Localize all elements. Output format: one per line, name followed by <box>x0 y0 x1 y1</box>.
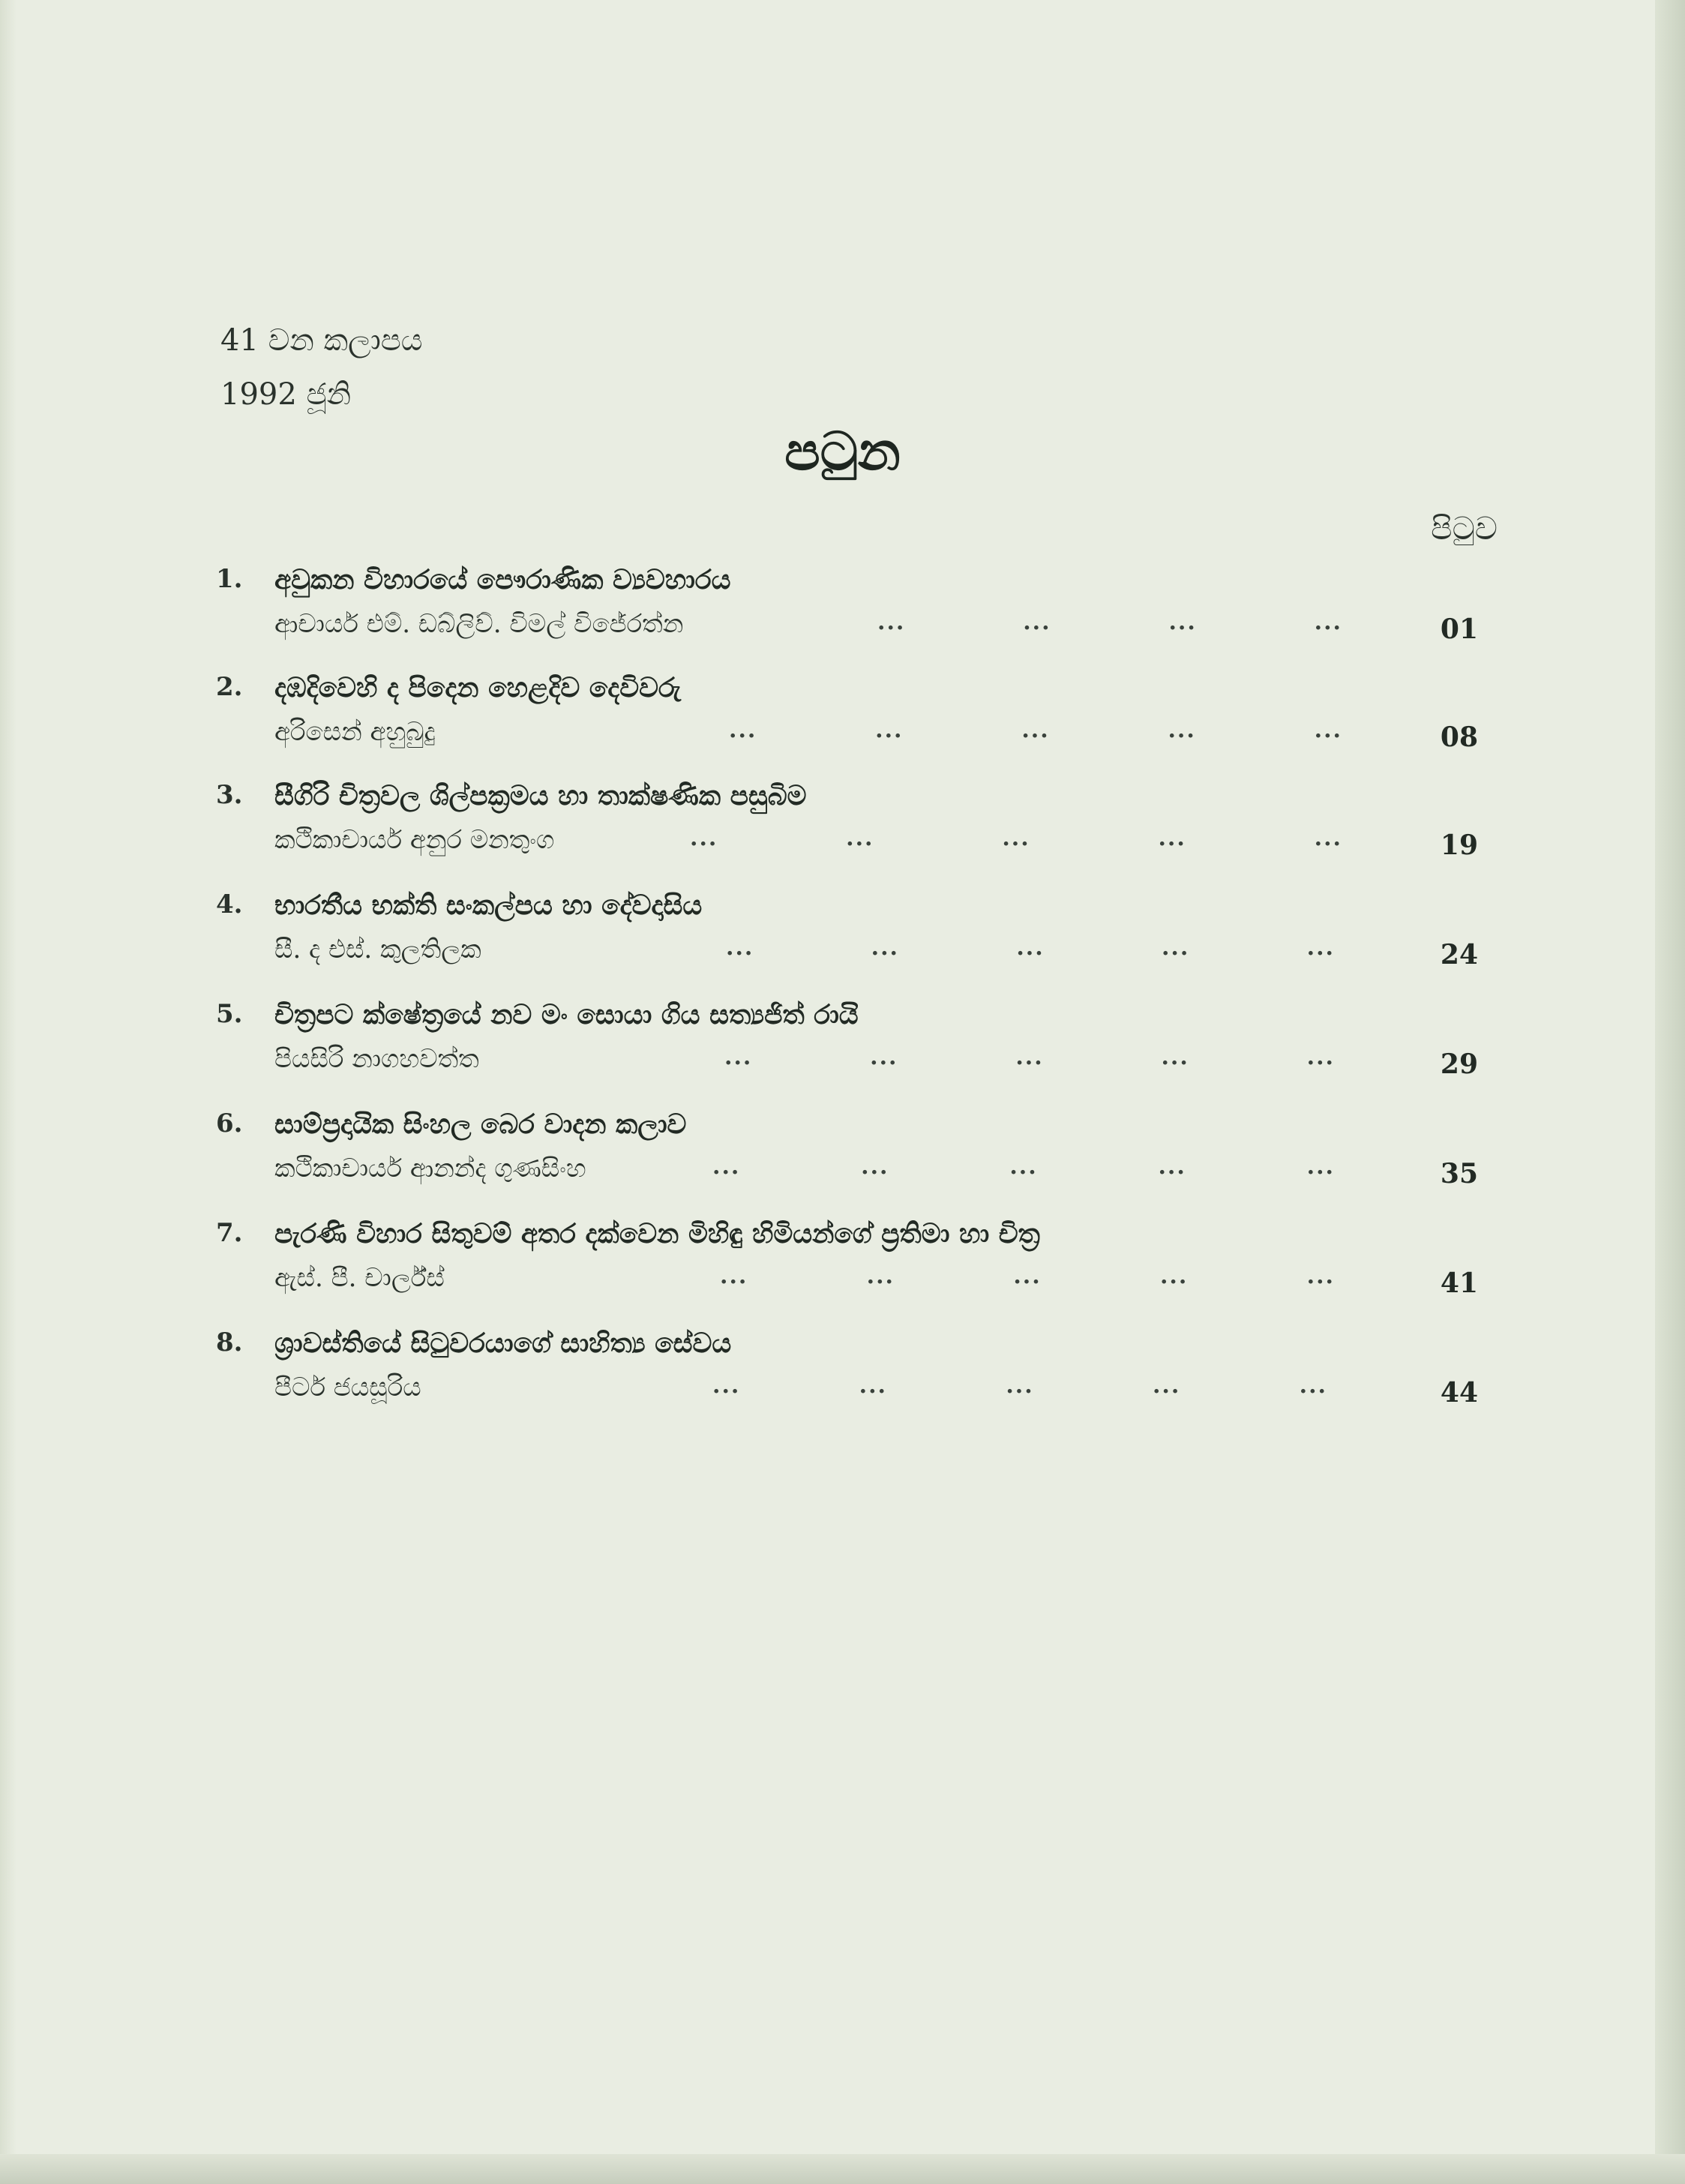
toc-entry <box>0 564 1685 669</box>
entry-page-number: 35 <box>1440 1158 1478 1190</box>
entry-author: පීටර් ජයසූරිය <box>274 1372 421 1402</box>
entry-title: අවුකන විහාරයේ පෞරාණික ව්‍යවහාරය <box>274 564 731 596</box>
entry-page-number: 08 <box>1440 722 1478 753</box>
entry-author: ඇස්. පී. චාර්ල්ස් <box>274 1263 445 1293</box>
entry-page-number: 44 <box>1440 1377 1478 1408</box>
toc-entry <box>0 1108 1685 1214</box>
entry-page-number: 29 <box>1440 1048 1478 1080</box>
entry-page-number: 24 <box>1440 939 1478 970</box>
entry-number: 5. <box>216 999 243 1029</box>
entry-title: චිත්‍රපට ක්ෂේත්‍රයේ නව මං සොයා ගිය සත්‍යජිත් රායි <box>274 999 859 1030</box>
entry-number: 3. <box>216 780 243 810</box>
page-column-header: පිටුව <box>1431 510 1498 547</box>
entry-number: 2. <box>216 672 243 702</box>
toc-entry <box>0 1328 1685 1432</box>
entry-title: සාම්ප්‍රදායික සිංහල බෙර වාදන කලාව <box>274 1108 687 1140</box>
entry-author: කථිකාචාර්ය ආනන්ද ගුණසිංහ <box>274 1154 586 1184</box>
entry-author: අරිසෙන් අහුබුදු <box>274 717 436 747</box>
entry-title: සීගිරි චිත්‍රවල ශිල්පක්‍රමය හා තාක්ෂණික පසුබිම <box>274 780 807 812</box>
entry-page-number: 19 <box>1440 830 1478 861</box>
issue-volume: 41 වන කලාපය <box>220 323 423 358</box>
issue-date: 1992 ජූනි <box>220 377 352 412</box>
toc-entry <box>0 890 1685 994</box>
dot-leader: ... ... ... ... ... <box>690 825 1342 851</box>
entry-title: දඹදිවෙහි ද පිදෙන හෙළදිව දෙවිවරු <box>274 672 682 704</box>
dot-leader: ... ... ... ... ... <box>712 1154 1335 1180</box>
entry-number: 1. <box>216 564 243 594</box>
entry-author: පියසිරි නාගහවත්ත <box>274 1044 479 1074</box>
dot-leader: ... ... ... ... ... <box>729 717 1342 743</box>
dot-leader: ... ... ... ... <box>877 609 1342 635</box>
toc-entry <box>0 999 1685 1104</box>
entry-page-number: 41 <box>1440 1268 1478 1299</box>
dot-leader: ... ... ... ... ... <box>724 1044 1335 1070</box>
entry-page-number: 01 <box>1440 614 1478 645</box>
toc-entry <box>0 780 1685 885</box>
entry-author: කථිකාචාර්ය අනුර මනතුංග <box>274 825 555 855</box>
entry-title: පැරණි විහාර සිතුවම් අතර දක්වෙන මිහිඳු හිමියන්ගේ ප්‍රතිමා හා චිත්‍ර <box>274 1218 1040 1250</box>
toc-entry <box>0 1218 1685 1323</box>
toc-entry <box>0 672 1685 777</box>
contents-title: පටුන <box>784 420 901 482</box>
entry-title: ශ්‍රාවස්තියේ සිටුවරයාගේ සාහිත්‍ය සේවය <box>274 1328 732 1359</box>
entry-number: 4. <box>216 890 243 920</box>
dot-leader: ... ... ... ... ... <box>712 1372 1327 1399</box>
dot-leader: ... ... ... ... ... <box>720 1263 1335 1289</box>
entry-author: ආචාර්ය එම්. ඩබ්ලිව්. විමල් විජේරත්න <box>274 609 684 639</box>
entry-number: 6. <box>216 1108 243 1138</box>
entry-number: 7. <box>216 1218 243 1248</box>
entry-title: භාරතීය භක්ති සංකල්පය හා දේවදාසිය <box>274 890 703 921</box>
dot-leader: ... ... ... ... ... <box>726 934 1335 961</box>
entry-author: සී. ද එස්. කුලතිලක <box>274 934 481 964</box>
entry-number: 8. <box>216 1328 243 1358</box>
